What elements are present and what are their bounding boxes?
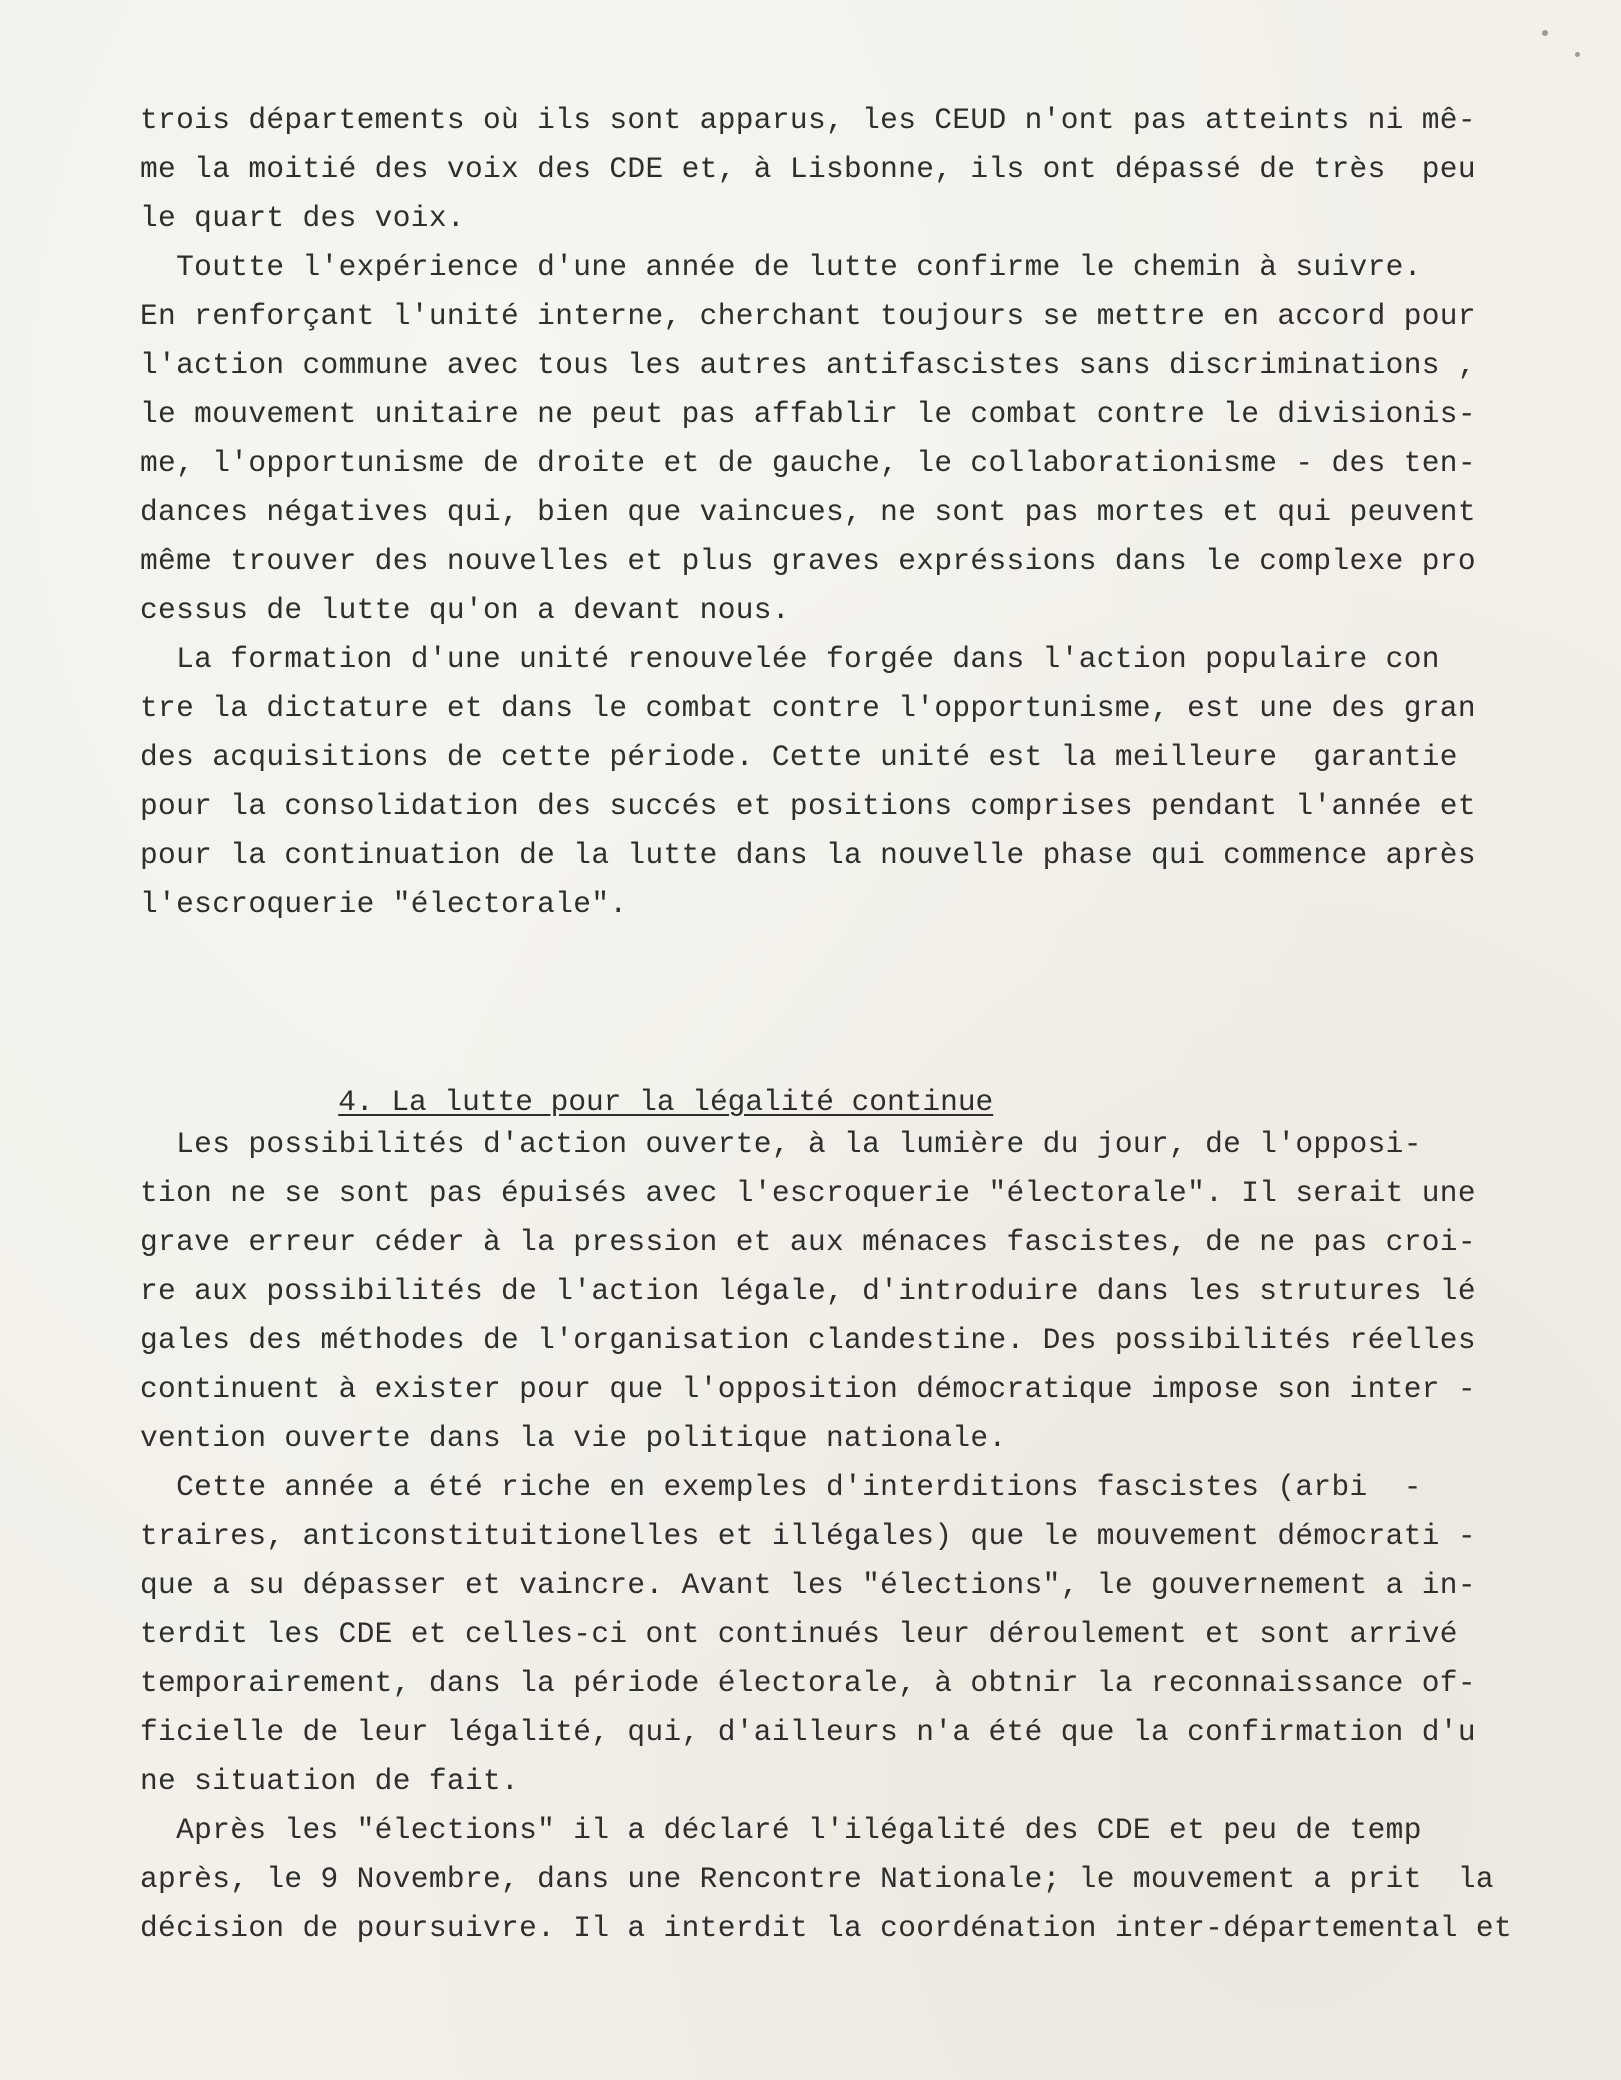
text-line: cessus de lutte qu'on a devant nous. [140, 593, 790, 627]
paragraph-1 [140, 96, 1530, 243]
text-line: décision de poursuivre. Il a interdit la coordénation inter-départemental et [140, 1911, 1513, 1945]
text-line: tion ne se sont pas épuisés avec l'escroquerie "électorale". Il serait une [140, 1176, 1476, 1210]
section-heading-text: 4. La lutte pour la légalité continue [338, 1085, 994, 1119]
text-line: des acquisitions de cette période. Cette unité est la meilleure garantie [140, 740, 1458, 774]
text-line: même trouver des nouvelles et plus graves expréssions dans le complexe pro [140, 544, 1476, 578]
text-line: dances négatives qui, bien que vaincues, ne sont pas mortes et qui peuvent [140, 495, 1476, 529]
paragraph-3 [140, 635, 1530, 929]
text-line: que a su dépasser et vaincre. Avant les "élections", le gouvernement a in- [140, 1568, 1476, 1602]
text-line: le mouvement unitaire ne peut pas affablir le combat contre le divisionis- [140, 397, 1476, 431]
ink-speck [1542, 30, 1548, 36]
text-line: vention ouverte dans la vie politique nationale. [140, 1421, 1007, 1455]
text-line: Après les "élections" il a déclaré l'ilégalité des CDE et peu de temp [140, 1813, 1422, 1847]
ink-speck [1575, 52, 1580, 57]
text-line: terdit les CDE et celles-ci ont continués leur déroulement et sont arrivé [140, 1617, 1458, 1651]
text-line: traires, anticonstituitionelles et illégales) que le mouvement démocrati - [140, 1519, 1476, 1553]
text-line: temporairement, dans la période électorale, à obtnir la reconnaissance of- [140, 1666, 1476, 1700]
text-line: l'action commune avec tous les autres antifascistes sans discriminations , [140, 348, 1476, 382]
text-line: le quart des voix. [140, 201, 465, 235]
text-line: pour la consolidation des succés et positions comprises pendant l'année et [140, 789, 1476, 823]
text-line: après, le 9 Novembre, dans une Rencontre Nationale; le mouvement a prit la [140, 1862, 1494, 1896]
text-line: pour la continuation de la lutte dans la nouvelle phase qui commence après [140, 838, 1476, 872]
text-line: En renforçant l'unité interne, cherchant toujours se mettre en accord pour [140, 299, 1476, 333]
text-line: ne situation de fait. [140, 1764, 520, 1798]
paragraph-2 [140, 243, 1530, 635]
text-line: trois départements où ils sont apparus, les CEUD n'ont pas atteints ni mê- [140, 103, 1476, 137]
text-line: Cette année a été riche en exemples d'interditions fascistes (arbi - [140, 1470, 1422, 1504]
text-line: me, l'opportunisme de droite et de gauche, le collaborationisme - des ten- [140, 446, 1476, 480]
text-line: continuent à exister pour que l'opposition démocratique impose son inter - [140, 1372, 1476, 1406]
blank-space [140, 929, 1530, 987]
text-line: tre la dictature et dans le combat contre l'opportunisme, est une des gran [140, 691, 1476, 725]
text-line: La formation d'une unité renouvelée forgée dans l'action populaire con [140, 642, 1440, 676]
paragraph-5 [140, 1463, 1530, 1806]
text-line: re aux possibilités de l'action légale, d'introduire dans les strutures lé [140, 1274, 1476, 1308]
text-line: grave erreur céder à la pression et aux ménaces fascistes, de ne pas croi- [140, 1225, 1476, 1259]
text-line: ficielle de leur légalité, qui, d'ailleurs n'a été que la confirmation d'u [140, 1715, 1476, 1749]
section-heading [140, 1029, 1530, 1119]
text-line: me la moitié des voix des CDE et, à Lisbonne, ils ont dépassé de très peu [140, 152, 1476, 186]
paragraph-4 [140, 1120, 1530, 1463]
text-line: l'escroquerie "électorale". [140, 887, 628, 921]
blank-space [140, 987, 1530, 1029]
text-line: Les possibilités d'action ouverte, à la lumière du jour, de l'opposi- [140, 1127, 1422, 1161]
text-line: gales des méthodes de l'organisation clandestine. Des possibilités réelles [140, 1323, 1476, 1357]
paragraph-6 [140, 1806, 1530, 1953]
text-line: Toutte l'expérience d'une année de lutte confirme le chemin à suivre. [140, 250, 1422, 284]
typewritten-text [140, 96, 1530, 1953]
